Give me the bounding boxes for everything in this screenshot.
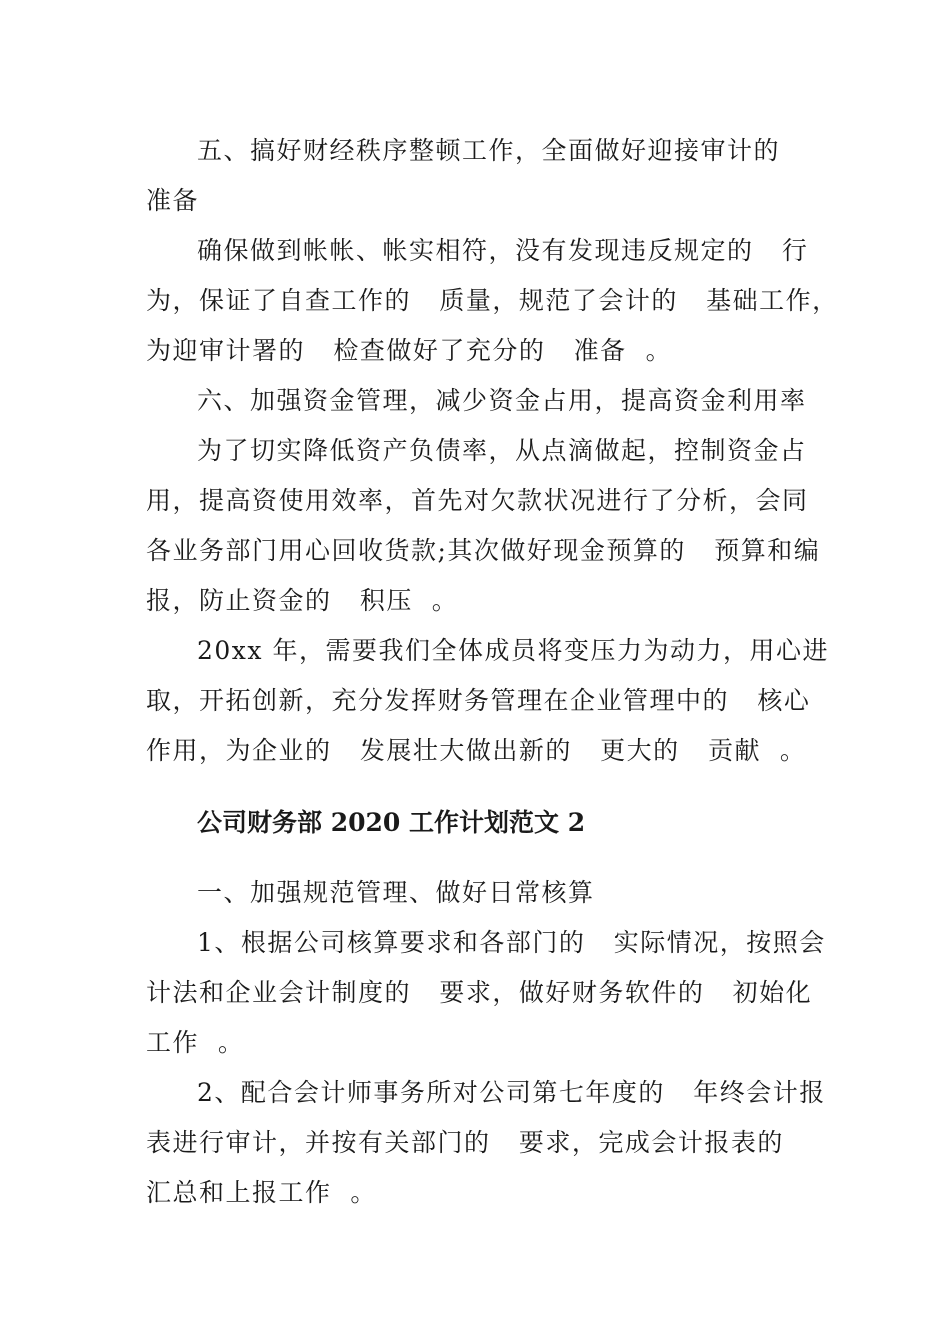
paragraph-line: 作用，为企业的 发展壮大做出新的 更大的 贡献 。 xyxy=(146,736,807,765)
paragraph-line: 取，开拓创新，充分发挥财务管理在企业管理中的 核心 xyxy=(146,686,811,715)
paragraph-line: 为，保证了自查工作的 质量，规范了会计的 基础工作， xyxy=(146,286,839,315)
paragraph-line: 2、配合会计师事务所对公司第七年度的 年终会计报 xyxy=(197,1078,826,1107)
paragraph-line: 确保做到帐帐、帐实相符，没有发现违反规定的 行 xyxy=(197,236,809,265)
section-heading-one: 一、加强规范管理、做好日常核算 xyxy=(197,878,595,907)
paragraph-line: 20xx 年，需要我们全体成员将变压力为动力，用心进 xyxy=(197,636,829,665)
section-heading-six: 六、加强资金管理，减少资金占用，提高资金利用率 xyxy=(197,386,807,415)
paragraph-line: 各业务部门用心回收货款;其次做好现金预算的 预算和编 xyxy=(146,536,821,565)
paragraph-line: 用，提高资使用效率，首先对欠款状况进行了分析，会同 xyxy=(146,486,809,515)
paragraph-line: 1、根据公司核算要求和各部门的 实际情况，按照会 xyxy=(197,928,826,957)
paragraph-line: 计法和企业会计制度的 要求，做好财务软件的 初始化 xyxy=(146,978,813,1007)
section-title: 公司财务部 2020 工作计划范文 2 xyxy=(197,808,586,837)
paragraph-line: 为了切实降低资产负债率，从点滴做起，控制资金占 xyxy=(197,436,807,465)
paragraph-line: 汇总和上报工作 。 xyxy=(146,1178,377,1207)
paragraph-line: 表进行审计，并按有关部门的 要求，完成会计报表的 xyxy=(146,1128,784,1157)
section-heading-five: 五、搞好财经秩序整顿工作，全面做好迎接审计的 xyxy=(197,136,781,165)
paragraph-line: 为迎审计署的 检查做好了充分的 准备 。 xyxy=(146,336,673,365)
paragraph-line: 准备 xyxy=(146,186,200,215)
paragraph-line: 报，防止资金的 积压 。 xyxy=(146,586,459,615)
paragraph-line: 工作 。 xyxy=(146,1028,245,1057)
